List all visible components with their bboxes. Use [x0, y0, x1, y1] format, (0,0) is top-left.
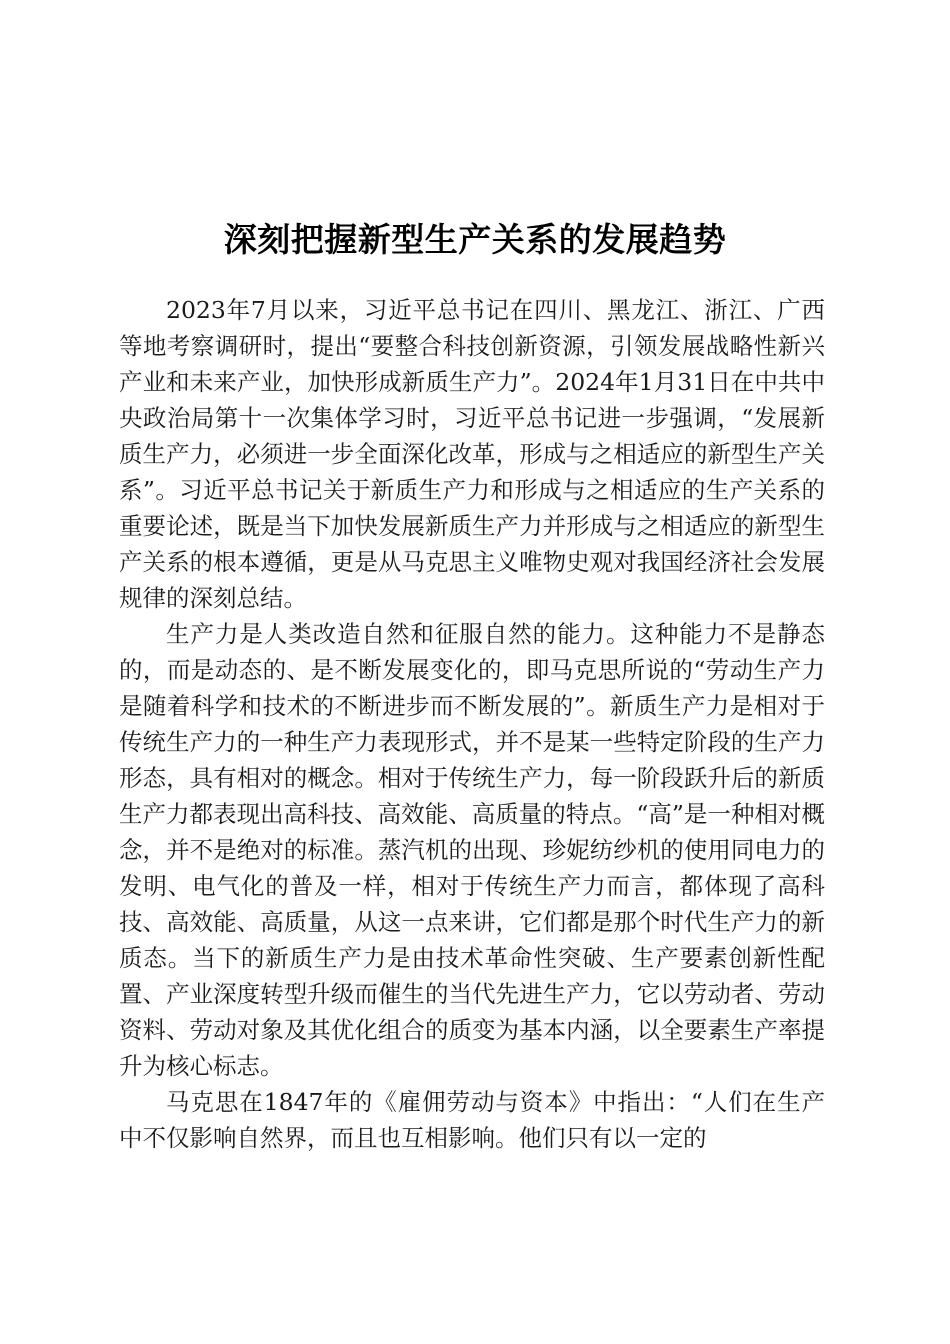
paragraph-2: 生产力是人类改造自然和征服自然的能力。这种能力不是静态的，而是动态的、是不断发展变化的，即马克思所说的“劳动生产力是随着科学和技术的不断进步而不断发展的”。新质生产力是相对于传统生产力的一种生产力表现形式，并不是某一些特定阶段的生产力形态，具有相对的概念。相对于传统生产力，每一阶段跃升后的新质生产力都表现出高科技、高效能、高质量的特点。“高”是一种相对概念，并不是绝对的标准。蒸汽机的出现、珍妮纺纱机的使用同电力的发明、电气化的普及一样，相对于传统生产力而言，都体现了高科技、高效能、高质量，从这一点来讲，它们都是那个时代生产力的新质态。当下的新质生产力是由技术革命性突破、生产要素创新性配置、产业深度转型升级而催生的当代先进生产力，它以劳动者、劳动资料、劳动对象及其优化组合的质变为基本内涵，以全要素生产率提升为核心标志。	[119, 620, 825, 1080]
paragraph-1: 2023年7月以来，习近平总书记在四川、黑龙江、浙江、广西等地考察调研时，提出“要整合科技创新资源，引领发展战略性新兴产业和未来产业，加快形成新质生产力”。2024年1月31日在中共中央政治局第十一次集体学习时，习近平总书记进一步强调，“发展新质生产力，必须进一步全面深化改革，形成与之相适应的新型生产关系”。习近平总书记关于新质生产力和形成与之相适应的生产关系的重要论述，既是当下加快发展新质生产力并形成与之相适应的新型生产关系的根本遵循，更是从马克思主义唯物史观对我国经济社会发展规律的深刻总结。	[119, 296, 825, 612]
document-body	[119, 292, 825, 1156]
document-title: 深刻把握新型生产关系的发展趋势	[223, 220, 727, 260]
paragraph-3: 马克思在1847年的《雇佣劳动与资本》中指出：“人们在生产中不仅影响自然界，而且也互相影响。他们只有以一定的	[119, 1088, 825, 1152]
